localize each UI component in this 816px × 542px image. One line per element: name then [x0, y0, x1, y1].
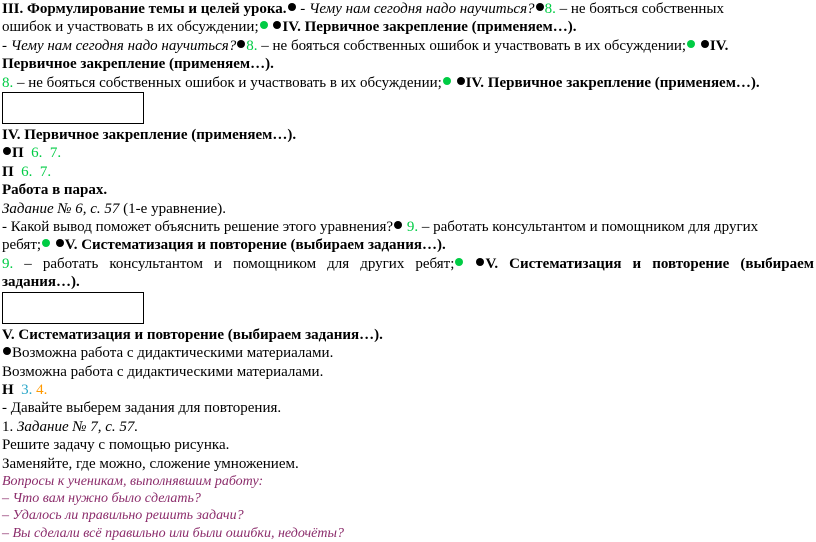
dash-text: -: [296, 1, 310, 17]
line-question-3: – Вы сделали всё правильно или были ошибки, недочёты?: [2, 525, 344, 541]
letter-label: П: [12, 145, 24, 162]
bullet-icon: [260, 21, 268, 29]
bullet-icon: [56, 239, 64, 247]
body-text: Возможна работа с дидактическими материалами.: [12, 345, 334, 362]
line-21: Решите задачу с помощью рисунка.: [2, 437, 230, 454]
body-text: – не бояться собственных ошибок и участвовать в их обсуждении;: [257, 37, 687, 54]
bullet-icon: [455, 258, 463, 266]
letter-label: Н: [2, 381, 14, 398]
task-ref: Задание № 6, с. 57: [2, 200, 120, 217]
bullet-icon: [701, 40, 709, 48]
task-ref: Задание № 7, с. 57.: [17, 418, 139, 435]
body-text: – не бояться собственных ошибок и участвовать в их обсуждении;: [13, 74, 442, 91]
line-question-2: – Удалось ли правильно решить задачи?: [2, 508, 244, 524]
question-text: Чему нам сегодня надо научиться?: [309, 1, 535, 17]
line-question-1: – Что вам нужно было сделать?: [2, 491, 201, 507]
letter-label: П: [2, 163, 14, 180]
number-label: 3.: [21, 381, 33, 398]
question-text: Чему нам сегодня надо научиться?: [10, 37, 237, 54]
body-text: ошибок и участвовать в их обсуждении;: [2, 19, 259, 36]
line-16: [2, 344, 814, 362]
bullet-icon: [476, 258, 484, 266]
bullet-icon: [42, 239, 50, 247]
number-label: 8.: [246, 37, 258, 54]
line-pair-work: Работа в парах.: [2, 182, 108, 199]
bullet-icon: [443, 77, 451, 85]
number-label: 9.: [2, 255, 14, 272]
heading-text: IV. Первичное закрепление (применяем…).: [465, 74, 760, 91]
line-p-1: [2, 144, 814, 162]
line-11: [2, 218, 814, 236]
line-stage-3-title: [2, 0, 814, 18]
body-text: - Какой вывод поможет объяснить решение этого уравнения?: [2, 219, 394, 236]
line-2: [2, 18, 814, 36]
body-text: – работать консультантом и помощником для других ребят;: [13, 255, 455, 272]
body-text: – не бояться собственных: [555, 1, 724, 17]
number-label: 9.: [406, 219, 419, 236]
line-22: Заменяйте, где можно, сложение умножением.: [2, 455, 299, 472]
number-label: 6.: [31, 145, 43, 162]
heading-text: IV.: [709, 37, 729, 54]
bullet-icon: [237, 40, 245, 48]
line-task-7: [2, 418, 814, 436]
heading-text: IV. Первичное закрепление (применяем…).: [282, 19, 577, 36]
body-text: – работать консультантом и помощником для других: [418, 219, 759, 236]
line-stage-4-title: IV. Первичное закрепление (применяем…).: [2, 127, 297, 144]
line-4: Первичное закрепление (применяем…).: [2, 56, 274, 73]
line-12: [2, 236, 814, 254]
bullet-icon: [394, 221, 402, 229]
line-task-6: [2, 200, 814, 218]
line-17: Возможна работа с дидактическими материалами.: [2, 363, 324, 380]
line-3: [2, 37, 814, 55]
line-19: - Давайте выберем задания для повторения.: [2, 400, 282, 417]
heading-text: V. Систематизация и повторение (выбираем задания…).: [64, 237, 446, 254]
number-label: 7.: [49, 145, 62, 162]
bullet-icon: [536, 3, 544, 11]
line-questions-title: Вопросы к ученикам, выполнявшим работу:: [2, 473, 264, 489]
line-n: [2, 381, 814, 399]
number-label: 7.: [39, 163, 52, 180]
line-5: [2, 74, 814, 92]
bullet-icon: [457, 77, 465, 85]
line-stage-5-title: V. Систематизация и повторение (выбираем задания…).: [2, 326, 383, 343]
bullet-icon: [3, 147, 11, 155]
number-label: 8.: [2, 74, 14, 91]
line-14: задания…).: [2, 274, 80, 291]
list-number: 1.: [2, 418, 17, 435]
dash-text: -: [2, 37, 11, 54]
heading-text: III. Формулирование темы и целей урока.: [2, 1, 287, 17]
line-p-2: [2, 163, 814, 181]
bullet-icon: [3, 347, 11, 355]
number-label: 8.: [544, 1, 556, 17]
empty-frame: [2, 92, 144, 124]
body-text: (1-е уравнение).: [119, 200, 226, 217]
number-label: 6.: [21, 163, 33, 180]
heading-text: V. Систематизация и повторение (выбираем: [485, 255, 815, 272]
bullet-icon: [273, 21, 281, 29]
number-label: 4.: [36, 381, 48, 398]
empty-frame: [2, 292, 144, 324]
bullet-icon: [288, 3, 296, 11]
body-text: ребят;: [2, 237, 42, 254]
line-13: [2, 255, 814, 273]
bullet-icon: [687, 40, 695, 48]
